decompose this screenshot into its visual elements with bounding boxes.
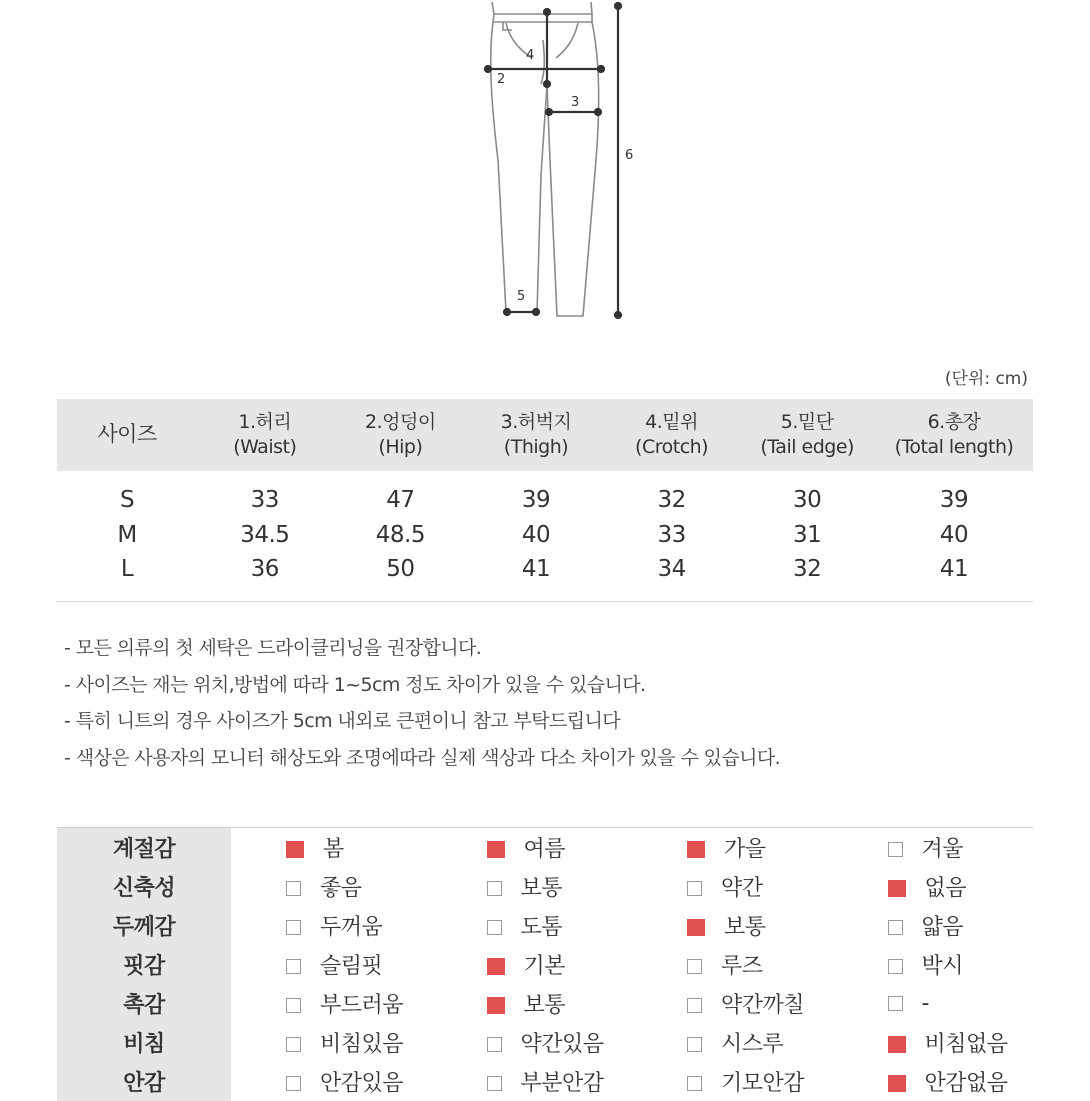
unchecked-box-icon [487,920,502,935]
unchecked-box-icon [286,881,301,896]
attribute-option-label: 약간있음 [520,1032,604,1057]
attribute-option-label: 얇음 [921,915,964,940]
attribute-option-label: 보통 [520,876,563,901]
attribute-option-label: 도톰 [520,915,563,940]
checked-box-icon [487,958,505,975]
attribute-option [432,984,633,1023]
attribute-label: 촉감 [57,984,231,1023]
unchecked-box-icon [687,1076,702,1091]
attribute-option-label: 좋음 [320,876,362,901]
attribute-row [57,1023,1033,1062]
size-value: 33 [250,487,279,514]
attribute-option [632,1023,833,1062]
attribute-label: 계절감 [57,828,231,868]
attribute-option-label: 가을 [724,837,766,862]
size-value: 32 [739,552,875,601]
attribute-option-label: 약간까칠 [721,993,805,1018]
attribute-option [231,906,432,945]
marker-6: 6 [625,148,634,163]
header-total-length: 6.총장 (Total length) [875,399,1033,471]
unchecked-box-icon [487,881,502,896]
attribute-row [57,867,1033,906]
attribute-option [833,828,1034,868]
attribute-option [632,945,833,984]
size-label: S [119,487,135,514]
attribute-label: 핏감 [57,945,231,984]
size-value: 41 [468,552,604,601]
attribute-option [833,1062,1034,1101]
attribute-option-label: 보통 [523,993,566,1018]
attribute-option [432,906,633,945]
attribute-option-label: 부드러움 [320,993,404,1018]
attribute-option-label: 시스루 [721,1032,784,1057]
attribute-option [231,945,432,984]
attribute-option [231,984,432,1023]
header-hip: 2.엉덩이 (Hip) [333,399,469,471]
attribute-option [231,867,432,906]
size-value: 36 [197,552,333,601]
checked-box-icon [487,841,505,858]
size-value: 39 [939,487,969,514]
attribute-option [432,1062,633,1101]
attribute-option [833,867,1034,906]
attribute-option [231,1023,432,1062]
header-waist: 1.허리 (Waist) [197,399,333,471]
pants-measurement-diagram [0,0,1090,340]
checked-box-icon [487,997,505,1014]
marker-5: 5 [517,289,526,304]
size-table-header [57,399,1033,471]
attribute-option [432,1023,633,1062]
size-row [57,518,1033,553]
attribute-option [231,828,432,868]
attribute-option-label: 봄 [323,837,344,862]
attribute-option-label: 기모안감 [721,1071,805,1096]
checked-box-icon [687,919,705,936]
attribute-option [632,867,833,906]
header-thigh: 3.허벅지 (Thigh) [468,399,604,471]
unchecked-box-icon [286,998,301,1013]
size-row [57,552,1033,601]
attribute-label: 신축성 [57,867,231,906]
unchecked-box-icon [286,1037,301,1052]
attribute-row [57,906,1033,945]
attribute-option-label: 슬림핏 [320,954,383,979]
attribute-option [432,867,633,906]
attribute-option-label: 여름 [523,837,566,862]
size-value: 33 [657,521,686,548]
care-notes [64,630,780,776]
header-size: 사이즈 [57,399,197,471]
unchecked-box-icon [687,1037,702,1052]
note-item: - 특히 니트의 경우 사이즈가 5cm 내외로 큰편이니 참고 부탁드립니다 [64,710,621,732]
size-value: 50 [333,552,469,601]
attribute-option [432,945,633,984]
attribute-option-label: 없음 [924,876,967,901]
checked-box-icon [687,841,705,858]
attribute-option-label: 두꺼움 [320,915,383,940]
unit-note: (단위: cm) [944,369,1028,389]
size-label: L [57,552,197,601]
size-value: 41 [875,552,1033,601]
unchecked-box-icon [487,1076,502,1091]
size-row [57,471,1033,518]
size-table [57,399,1033,602]
checked-box-icon [286,841,304,858]
attribute-option-label: 안감없음 [924,1071,1008,1096]
header-crotch: 4.밑위 (Crotch) [604,399,740,471]
unchecked-box-icon [888,996,903,1011]
unchecked-box-icon [888,842,903,857]
size-value: 31 [793,521,822,548]
attribute-option [632,1062,833,1101]
attribute-row [57,828,1033,868]
attribute-option-label: 비침있음 [320,1032,404,1057]
attribute-option [833,945,1034,984]
checked-box-icon [888,880,906,897]
attribute-option-label: 루즈 [721,954,763,979]
attribute-option-label: 겨울 [921,837,964,862]
unchecked-box-icon [286,920,301,935]
size-value: 34 [604,552,740,601]
size-value: 39 [521,487,551,514]
attribute-option-label: - [921,991,929,1016]
unchecked-box-icon [687,959,702,974]
attribute-label: 안감 [57,1062,231,1101]
unchecked-box-icon [687,881,702,896]
size-value: 40 [939,521,969,548]
unchecked-box-icon [286,1076,301,1091]
unchecked-box-icon [888,959,903,974]
note-item: - 모든 의류의 첫 세탁은 드라이클리닝을 권장합니다. [64,637,482,659]
attribute-option [833,906,1034,945]
checked-box-icon [888,1036,906,1053]
size-value: 40 [521,521,551,548]
marker-2: 2 [497,72,506,87]
attribute-option [231,1062,432,1101]
note-item: - 사이즈는 재는 위치,방법에 따라 1~5cm 정도 차이가 있을 수 있습니다. [64,673,646,696]
attribute-option [632,906,833,945]
attribute-row [57,1062,1033,1101]
unchecked-box-icon [286,959,301,974]
header-tail-edge: 5.밑단 (Tail edge) [739,399,875,471]
attribute-option-label: 박시 [921,954,964,979]
size-value: 47 [386,487,415,514]
unchecked-box-icon [888,920,903,935]
attribute-option [833,984,1034,1023]
attribute-option [632,984,833,1023]
attribute-option-label: 보통 [724,915,766,940]
marker-3: 3 [571,95,580,110]
attribute-label: 두께감 [57,906,231,945]
note-item: - 색상은 사용자의 모니터 해상도와 조명에따라 실제 색상과 다소 차이가 있을 수 있습니다. [64,746,781,769]
attribute-option-label: 비침없음 [924,1032,1008,1057]
unchecked-box-icon [687,998,702,1013]
size-label: M [117,521,137,548]
attribute-option-label: 안감있음 [320,1071,404,1096]
unchecked-box-icon [487,1037,502,1052]
size-value: 48.5 [375,521,425,548]
attribute-label: 비침 [57,1023,231,1062]
attribute-table [57,827,1033,1101]
checked-box-icon [888,1075,906,1092]
attribute-option-label: 부분안감 [520,1071,604,1096]
attribute-option-label: 약간 [721,876,763,901]
attribute-row [57,984,1033,1023]
marker-4: 4 [526,48,535,63]
attribute-row [57,945,1033,984]
size-value: 34.5 [240,521,290,548]
attribute-option-label: 기본 [523,954,566,979]
attribute-option [632,828,833,868]
attribute-option [833,1023,1034,1062]
size-value: 30 [793,487,822,514]
size-value: 32 [657,487,686,514]
attribute-option [432,828,633,868]
